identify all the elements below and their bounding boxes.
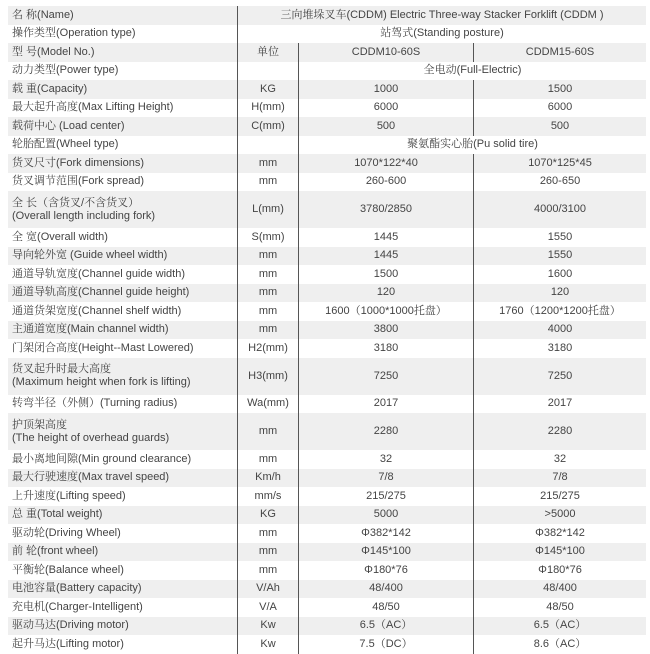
value-cddm15: 8.6（AC） [474, 635, 647, 654]
value-cddm10: 2280 [299, 413, 474, 450]
value-cddm10: Φ382*142 [299, 524, 474, 543]
value-cddm15: 120 [474, 284, 647, 303]
value-cddm10: 3780/2850 [299, 191, 474, 228]
table-row [8, 358, 646, 395]
value-cddm15: 32 [474, 450, 647, 469]
value-cddm15: >5000 [474, 506, 647, 525]
label-cell [8, 339, 238, 358]
value-cddm15: 6000 [474, 99, 647, 118]
row-label: 通道导轨宽度(Channel guide width) [12, 267, 186, 280]
unit-cell: Wa(mm) [238, 395, 299, 414]
power-type-value: 全电动(Full-Electric) [299, 62, 647, 81]
row-label: 最大起升高度(Max Lifting Height) [12, 101, 174, 114]
table-row [8, 154, 646, 173]
row-label: 最小离地间隙(Min ground clearance) [12, 452, 192, 465]
value-cddm10: 1070*122*40 [299, 154, 474, 173]
value-cddm10: 1600（1000*1000托盘） [299, 302, 474, 321]
label-cell [8, 635, 238, 654]
row-label: 载 重(Capacity) [12, 82, 88, 95]
table-row [8, 265, 646, 284]
table-row [8, 635, 646, 654]
table-row [8, 450, 646, 469]
row-label: 驱动马达(Driving motor) [12, 619, 129, 632]
label-cell [8, 284, 238, 303]
row-label: 货叉调节范围(Fork spread) [12, 175, 145, 188]
row-label: 主通道宽度(Main channel width) [12, 323, 169, 336]
value-cddm15: Φ145*100 [474, 543, 647, 562]
value-cddm10: 6.5（AC） [299, 617, 474, 636]
value-cddm15: 48/400 [474, 580, 647, 599]
table-row [8, 302, 646, 321]
row-label: 操作类型(Operation type) [12, 27, 136, 40]
unit-cell: mm [238, 154, 299, 173]
unit-cell: Kw [238, 617, 299, 636]
unit-cell: H3(mm) [238, 358, 299, 395]
value-cddm15: 2280 [474, 413, 647, 450]
value-cddm15: 1760（1200*1200托盘） [474, 302, 647, 321]
label-cell [8, 450, 238, 469]
value-cddm15: 6.5（AC） [474, 617, 647, 636]
label-cell [8, 247, 238, 266]
value-cddm10: 1000 [299, 80, 474, 99]
unit-cell: KG [238, 506, 299, 525]
table-row [8, 598, 646, 617]
value-cddm10: 32 [299, 450, 474, 469]
value-cddm10: 3180 [299, 339, 474, 358]
label-cell [8, 413, 238, 450]
value-cddm10: 1445 [299, 228, 474, 247]
label-cell [8, 617, 238, 636]
row-label: 平衡轮(Balance wheel) [12, 563, 124, 576]
row-name [8, 6, 646, 25]
wheel-type-value: 聚氨酯实心胎(Pu solid tire) [299, 136, 647, 155]
table-row [8, 561, 646, 580]
row-label-en: (Overall length including fork) [12, 209, 156, 222]
label-cell [8, 543, 238, 562]
unit-cell: mm [238, 265, 299, 284]
unit-cell: V/A [238, 598, 299, 617]
table-row [8, 191, 646, 228]
value-cddm10: 48/50 [299, 598, 474, 617]
label-cell [8, 173, 238, 192]
row-label: 货叉起升时最大高度 [12, 363, 111, 375]
label-cell [8, 598, 238, 617]
value-cddm15: 4000 [474, 321, 647, 340]
row-label: 转弯半径（外侧）(Turning radius) [12, 397, 178, 410]
unit-cell: mm [238, 524, 299, 543]
unit-cell: mm [238, 173, 299, 192]
table-row [8, 339, 646, 358]
table-row [8, 117, 646, 136]
row-label: 起升马达(Lifting motor) [12, 637, 124, 650]
row-label: 全 宽(Overall width) [12, 230, 108, 243]
row-label: 轮胎配置(Wheel type) [12, 138, 119, 151]
table-row [8, 469, 646, 488]
row-label: 载荷中心 (Load center) [12, 119, 125, 132]
unit-cell: Kw [238, 635, 299, 654]
row-label: 导向轮外宽 (Guide wheel width) [12, 249, 168, 262]
label-cell [8, 191, 238, 228]
value-cddm15: Φ382*142 [474, 524, 647, 543]
unit-cell: mm [238, 302, 299, 321]
label-cell [8, 321, 238, 340]
unit-cell: mm [238, 543, 299, 562]
unit-cell: mm [238, 321, 299, 340]
table-row [8, 228, 646, 247]
value-cddm10: 1445 [299, 247, 474, 266]
value-cddm10: 5000 [299, 506, 474, 525]
value-cddm10: 7/8 [299, 469, 474, 488]
row-wheel-type [8, 136, 646, 155]
value-cddm15: 7250 [474, 358, 647, 395]
unit-header: 单位 [238, 43, 299, 62]
label-cell [8, 228, 238, 247]
table-row [8, 580, 646, 599]
value-cddm15: 2017 [474, 395, 647, 414]
row-power-type [8, 62, 646, 81]
value-cddm10: Φ145*100 [299, 543, 474, 562]
row-label: 驱动轮(Driving Wheel) [12, 526, 121, 539]
label-cell [8, 265, 238, 284]
table-row [8, 99, 646, 118]
unit-cell: H2(mm) [238, 339, 299, 358]
table-row [8, 173, 646, 192]
label-cell [8, 487, 238, 506]
unit-cell: L(mm) [238, 191, 299, 228]
value-cddm10: 215/275 [299, 487, 474, 506]
row-label: 充电机(Charger-Intelligent) [12, 600, 143, 613]
row-label: 货叉尺寸(Fork dimensions) [12, 156, 145, 169]
table-row [8, 543, 646, 562]
value-cddm10: 1500 [299, 265, 474, 284]
value-cddm15: 1550 [474, 247, 647, 266]
row-label-en: (Maximum height when fork is lifting) [12, 376, 191, 388]
row-label: 型 号(Model No.) [8, 43, 238, 62]
value-cddm15: 1500 [474, 80, 647, 99]
table-row [8, 321, 646, 340]
label-cell [8, 302, 238, 321]
row-model [8, 43, 646, 62]
row-label: 通道导轨高度(Channel guide height) [12, 286, 190, 299]
unit-cell: V/Ah [238, 580, 299, 599]
value-cddm10: 6000 [299, 99, 474, 118]
label-cell [8, 524, 238, 543]
table-row [8, 247, 646, 266]
value-cddm10: Φ180*76 [299, 561, 474, 580]
row-label: 上升速度(Lifting speed) [12, 489, 126, 502]
unit-cell: H(mm) [238, 99, 299, 118]
unit-cell: mm [238, 450, 299, 469]
unit-cell: mm/s [238, 487, 299, 506]
row-label: 护顶架高度 [12, 418, 67, 431]
value-cddm10: 3800 [299, 321, 474, 340]
operation-type-value: 站驾式(Standing posture) [238, 25, 647, 44]
table-row [8, 395, 646, 414]
label-cell [8, 80, 238, 99]
value-cddm15: 7/8 [474, 469, 647, 488]
row-label: 通道货架宽度(Channel shelf width) [12, 304, 182, 317]
row-label: 全 长（含货叉/不含货叉） [12, 196, 140, 209]
row-label: 总 重(Total weight) [12, 508, 103, 521]
row-label-en: (The height of overhead guards) [12, 431, 170, 444]
row-label: 门架闭合高度(Height--Mast Lowered) [12, 341, 194, 354]
value-cddm15: 1550 [474, 228, 647, 247]
value-cddm15: 1070*125*45 [474, 154, 647, 173]
value-cddm15: 48/50 [474, 598, 647, 617]
row-label: 最大行驶速度(Max travel speed) [12, 471, 170, 484]
label-cell [8, 395, 238, 414]
unit-cell: mm [238, 561, 299, 580]
label-cell [8, 154, 238, 173]
value-cddm10: 2017 [299, 395, 474, 414]
row-label: 电池容量(Battery capacity) [12, 582, 142, 595]
table-row [8, 284, 646, 303]
value-cddm15: 3180 [474, 339, 647, 358]
model-2: CDDM15-60S [474, 43, 647, 62]
value-cddm15: Φ180*76 [474, 561, 647, 580]
row-label: 名 称(Name) [8, 6, 238, 25]
spec-table [8, 6, 646, 654]
row-operation-type [8, 25, 646, 44]
value-cddm10: 48/400 [299, 580, 474, 599]
row-label: 动力类型(Power type) [12, 64, 119, 77]
table-row [8, 524, 646, 543]
value-cddm15: 1600 [474, 265, 647, 284]
value-cddm15: 4000/3100 [474, 191, 647, 228]
value-cddm10: 7250 [299, 358, 474, 395]
label-cell [8, 469, 238, 488]
value-cddm15: 260-650 [474, 173, 647, 192]
model-1: CDDM10-60S [299, 43, 474, 62]
value-cddm10: 120 [299, 284, 474, 303]
unit-cell: mm [238, 284, 299, 303]
product-name: 三向堆垛叉车(CDDM) Electric Three-way Stacker Forklift (CDDM ) [238, 6, 647, 25]
value-cddm10: 500 [299, 117, 474, 136]
table-row [8, 617, 646, 636]
label-cell [8, 358, 238, 395]
value-cddm10: 260-600 [299, 173, 474, 192]
unit-cell: Km/h [238, 469, 299, 488]
table-row [8, 80, 646, 99]
unit-cell: C(mm) [238, 117, 299, 136]
label-cell [8, 506, 238, 525]
label-cell [8, 561, 238, 580]
unit-cell: KG [238, 80, 299, 99]
unit-cell: S(mm) [238, 228, 299, 247]
label-cell [8, 580, 238, 599]
label-cell [8, 117, 238, 136]
unit-cell: mm [238, 247, 299, 266]
row-label: 前 轮(front wheel) [12, 545, 99, 558]
unit-cell: mm [238, 413, 299, 450]
table-row [8, 487, 646, 506]
label-cell [8, 99, 238, 118]
table-row [8, 506, 646, 525]
table-row [8, 413, 646, 450]
value-cddm15: 215/275 [474, 487, 647, 506]
value-cddm10: 7.5（DC） [299, 635, 474, 654]
value-cddm15: 500 [474, 117, 647, 136]
